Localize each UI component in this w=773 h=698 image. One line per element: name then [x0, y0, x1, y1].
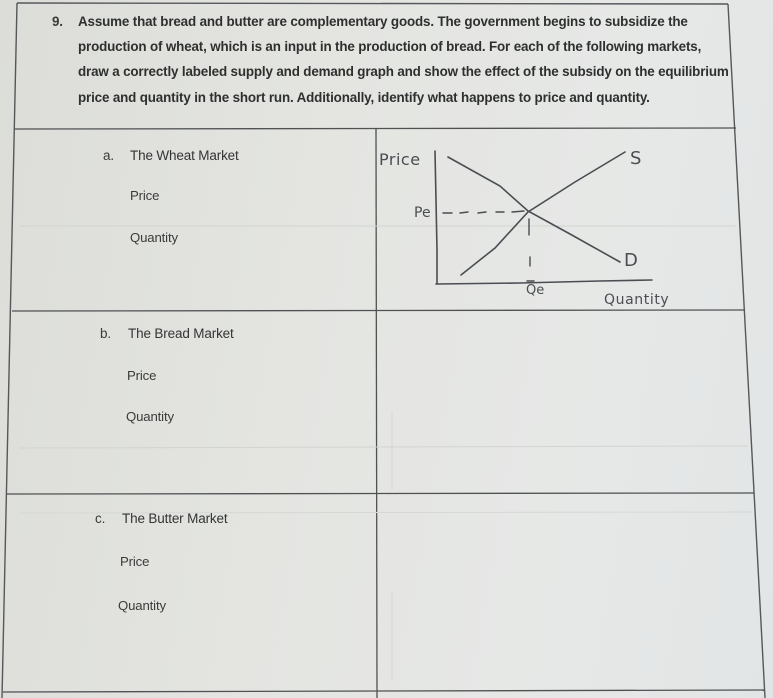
part-b-letter: b. [100, 326, 111, 341]
part-a-title: The Wheat Market [130, 148, 239, 163]
part-c-quantity-label: Quantity [118, 598, 166, 613]
demand-curve [448, 157, 620, 262]
part-b-price-label: Price [127, 368, 157, 383]
part-b-quantity-label: Quantity [126, 409, 174, 424]
graph-price-axis-label: Price [379, 150, 421, 169]
question-text-line-4: price and quantity in the short run. Additionally, identify what happens to price and quantity. [78, 90, 650, 105]
part-c-letter: c. [95, 511, 106, 526]
graph-equilibrium-price-label: Pe [414, 205, 431, 221]
part-c-price-label: Price [120, 554, 150, 569]
part-a-price-label: Price [130, 188, 160, 203]
part-c-title: The Butter Market [122, 511, 228, 526]
graph-demand-label: D [624, 250, 638, 271]
graph-supply-label: S [630, 148, 642, 169]
supply-curve [461, 152, 625, 275]
question-text-line-2: production of wheat, which is an input in the production of bread. For each of the following markets, [78, 39, 702, 54]
question-number: 9. [52, 14, 63, 29]
price-axis [435, 151, 437, 284]
part-a-letter: a. [103, 148, 114, 163]
part-b-title: The Bread Market [128, 326, 234, 341]
question-text-line-1: Assume that bread and butter are complementary goods. The government begins to subsidize the [78, 14, 688, 29]
question-text-line-3: draw a correctly labeled supply and demand graph and show the effect of the subsidy on the equilibrium [78, 64, 729, 79]
graph-quantity-axis-label: Quantity [604, 292, 670, 308]
part-a-quantity-label: Quantity [130, 230, 178, 245]
graph-equilibrium-quantity-label: Qe [526, 283, 545, 298]
